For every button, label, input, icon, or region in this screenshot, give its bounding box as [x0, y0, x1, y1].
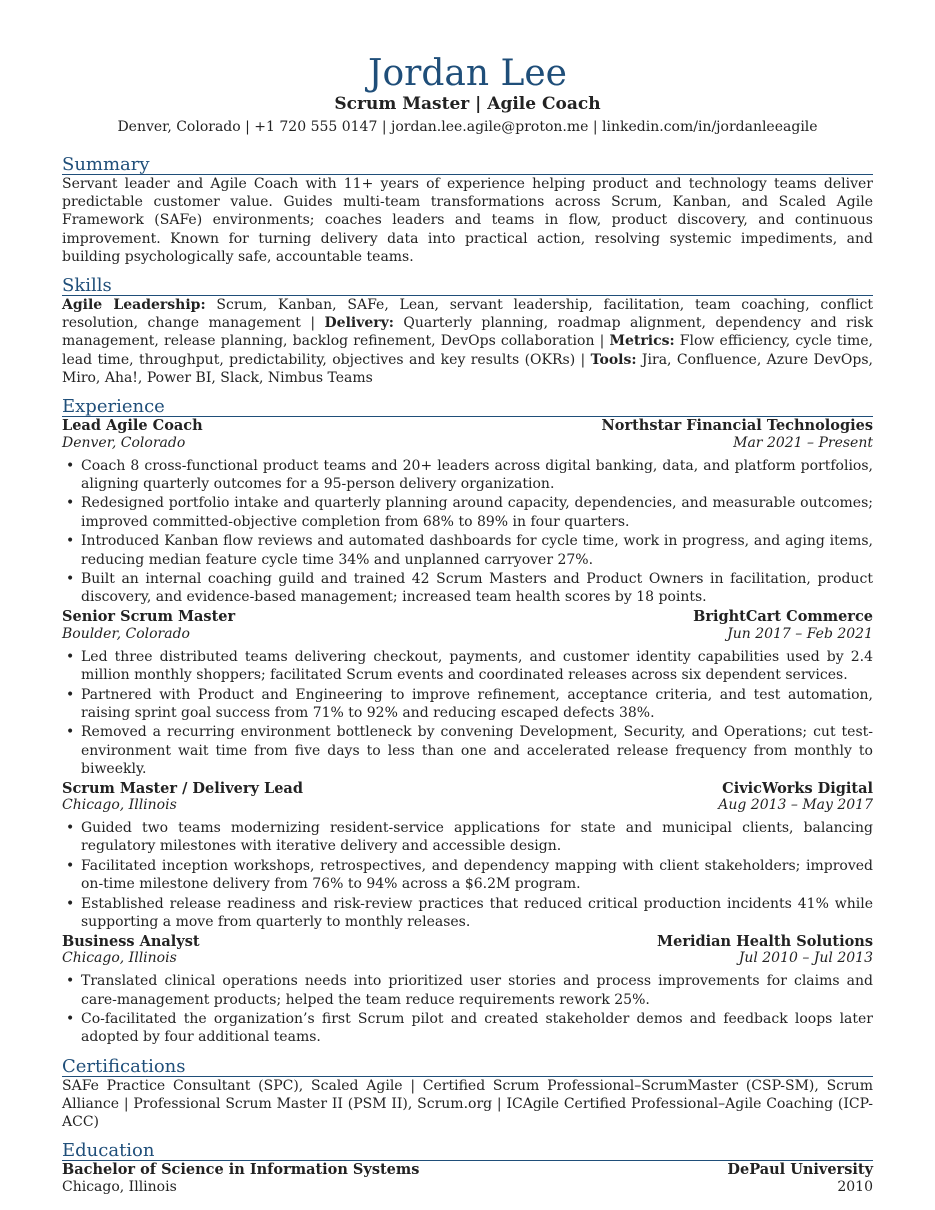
graduation-year: 2010 — [837, 1178, 873, 1195]
bullet-text: Guided two teams modernizing resident-service applications for state and municipal clients, balancing regulatory milestones with iterative delivery and accessible design. — [81, 820, 873, 855]
bullet-text: Led three distributed teams delivering checkout, payments, and customer identity capabilities used by 2.4 million monthly shoppers; facilitated Scrum events and coordinated releases across six dependent services. — [81, 648, 873, 683]
job-bullets — [62, 819, 873, 931]
job-subheader — [62, 626, 873, 643]
summary-text: Servant leader and Agile Coach with 11+ years of experience helping product and technology teams deliver predictable customer value. Guides multi-team transformations across Scrum, Kanban, and Scaled Agile Framework (SAFe) environments; coaches leaders and teams in flow, product discovery, and continuous improvement. Known for turning delivery data into practical action, resolving systemic impediments, and building psychologically safe, accountable teams. — [62, 176, 873, 265]
section-title-education: Education — [62, 1141, 873, 1161]
resume-header — [62, 54, 873, 136]
job-header — [62, 780, 873, 798]
job-entry — [62, 780, 873, 932]
job-bullets — [62, 457, 873, 607]
summary-section — [62, 155, 873, 266]
job-bullets — [62, 972, 873, 1046]
job-company: CivicWorks Digital — [722, 779, 873, 797]
job-dates: Jun 2017 – Feb 2021 — [727, 625, 873, 642]
section-title-experience: Experience — [62, 397, 873, 417]
job-dates: Mar 2021 – Present — [733, 434, 873, 451]
degree: Bachelor of Science in Information Systems — [62, 1161, 420, 1179]
section-title-skills: Skills — [62, 276, 873, 296]
bullet-item — [62, 494, 873, 530]
skill-group-text: Quarterly planning, roadmap alignment, dependency and risk management, release planning, backlog refinement, DevOps collaboration | — [62, 315, 873, 350]
bullet-text: Partnered with Product and Engineering to improve refinement, acceptance criteria, and test automation, raising sprint goal success from 71% to 92% and reducing escaped defects 38%. — [81, 686, 873, 721]
job-subheader — [62, 435, 873, 452]
job-location: Boulder, Colorado — [62, 625, 190, 642]
job-role: Business Analyst — [62, 932, 200, 950]
bullet-item — [62, 570, 873, 606]
job-entry — [62, 417, 873, 607]
bullet-icon: • — [66, 533, 75, 550]
bullet-icon: • — [66, 1011, 75, 1028]
bullet-icon: • — [66, 457, 75, 474]
bullet-icon: • — [66, 495, 75, 512]
education-subheader — [62, 1179, 873, 1196]
education-location: Chicago, Illinois — [62, 1178, 177, 1195]
job-dates: Aug 2013 – May 2017 — [718, 797, 873, 814]
job-company: Meridian Health Solutions — [657, 932, 873, 950]
skill-group-label: Delivery: — [324, 315, 394, 332]
job-role: Lead Agile Coach — [62, 417, 203, 435]
skill-group-label: Agile Leadership: — [62, 297, 206, 314]
school: DePaul University — [727, 1161, 873, 1179]
bullet-icon: • — [66, 648, 75, 665]
job-header — [62, 608, 873, 626]
bullet-text: Removed a recurring environment bottleneck by convening Development, Security, and Operations; cut test-environment wait time from five days to less than one and accelerated release frequency from monthly to biweekly. — [81, 724, 873, 777]
bullet-icon: • — [66, 820, 75, 837]
bullet-text: Translated clinical operations needs into prioritized user stories and process improvements for claims and care-management products; helped the team reduce requirements rework 25%. — [81, 973, 873, 1008]
job-bullets — [62, 648, 873, 778]
job-role: Senior Scrum Master — [62, 608, 236, 626]
bullet-item — [62, 857, 873, 893]
skill-group-label: Tools: — [590, 351, 637, 368]
job-dates: Jul 2010 – Jul 2013 — [738, 950, 873, 967]
job-location: Denver, Colorado — [62, 434, 186, 451]
bullet-item — [62, 723, 873, 778]
bullet-text: Built an internal coaching guild and trained 42 Scrum Masters and Product Owners in facilitation, product discovery, and evidence-based management; increased team health scores by 18 points. — [81, 571, 873, 606]
job-header — [62, 933, 873, 951]
education-header — [62, 1161, 873, 1179]
job-role: Scrum Master / Delivery Lead — [62, 779, 303, 797]
skill-group-text: Flow efficiency, cycle time, lead time, throughput, predictability, objectives and key results (OKRs) | — [62, 333, 874, 368]
job-location: Chicago, Illinois — [62, 950, 177, 967]
skills-section — [62, 276, 873, 387]
certifications-section — [62, 1057, 873, 1132]
bullet-text: Facilitated inception workshops, retrospectives, and dependency mapping with client stakeholders; improved on-time milestone delivery from 76% to 94% across a $6.2M program. — [81, 857, 873, 893]
experience-section — [62, 397, 873, 1047]
bullet-item — [62, 457, 873, 493]
bullet-icon: • — [66, 857, 75, 874]
job-location: Chicago, Illinois — [62, 797, 177, 814]
bullet-item — [62, 819, 873, 855]
job-company: BrightCart Commerce — [693, 608, 873, 626]
bullet-item — [62, 972, 873, 1008]
skill-group-label: Metrics: — [609, 333, 675, 350]
bullet-icon: • — [66, 724, 75, 741]
bullet-text: Redesigned portfolio intake and quarterly planning around capacity, dependencies, and measurable outcomes; improved committed-objective completion from 68% to 89% in four quarters. — [81, 495, 873, 530]
job-subheader — [62, 797, 873, 814]
section-title-certifications: Certifications — [62, 1057, 873, 1077]
bullet-item — [62, 895, 873, 931]
bullet-text: Introduced Kanban flow reviews and automated dashboards for cycle time, work in progress, and aging items, reducing median feature cycle time 34% and unplanned carryover 27%. — [81, 533, 873, 568]
skill-group-text: Jira, Confluence, Azure DevOps, Miro, Aha!, Power BI, Slack, Nimbus Teams — [62, 351, 874, 386]
bullet-text: Established release readiness and risk-review practices that reduced critical production incidents 41% while supporting a move from quarterly to monthly releases. — [81, 895, 873, 931]
certifications-text: SAFe Practice Consultant (SPC), Scaled Agile | Certified Scrum Professional–ScrumMaster (CSP-SM), Scrum Alliance | Professional Scrum Master II (PSM II), Scrum.org | ICAgile Certified Professional–Agile Coaching (ICP-ACC) — [62, 1077, 873, 1131]
bullet-text: Coach 8 cross-functional product teams and 20+ leaders across digital banking, data, and platform portfolios, aligning quarterly outcomes for a 95-person delivery organization. — [81, 457, 873, 492]
bullet-item — [62, 532, 873, 568]
contact-line: Denver, Colorado | +1 720 555 0147 | jordan.lee.agile@proton.me | linkedin.com/in/jordanleeagile — [117, 119, 818, 135]
education-section — [62, 1141, 873, 1196]
job-subheader — [62, 950, 873, 967]
bullet-text: Co-facilitated the organization’s first Scrum pilot and created stakeholder demos and feedback loops later adopted by four additional teams. — [81, 1011, 873, 1046]
bullet-icon: • — [66, 686, 75, 703]
bullet-icon: • — [66, 973, 75, 990]
job-entry — [62, 608, 873, 778]
bullet-item — [62, 648, 873, 684]
bullet-item — [62, 686, 873, 722]
bullet-icon: • — [66, 571, 75, 588]
job-header — [62, 417, 873, 435]
candidate-name: Jordan Lee — [368, 53, 567, 94]
skill-group-text: Scrum, Kanban, SAFe, Lean, servant leadership, facilitation, team coaching, conflict resolution, change management | — [62, 297, 873, 332]
headline: Scrum Master | Agile Coach — [334, 94, 601, 114]
job-company: Northstar Financial Technologies — [601, 417, 873, 435]
section-title-summary: Summary — [62, 155, 873, 175]
job-entry — [62, 933, 873, 1047]
skills-text — [62, 296, 873, 387]
bullet-icon: • — [66, 895, 75, 912]
bullet-item — [62, 1010, 873, 1046]
